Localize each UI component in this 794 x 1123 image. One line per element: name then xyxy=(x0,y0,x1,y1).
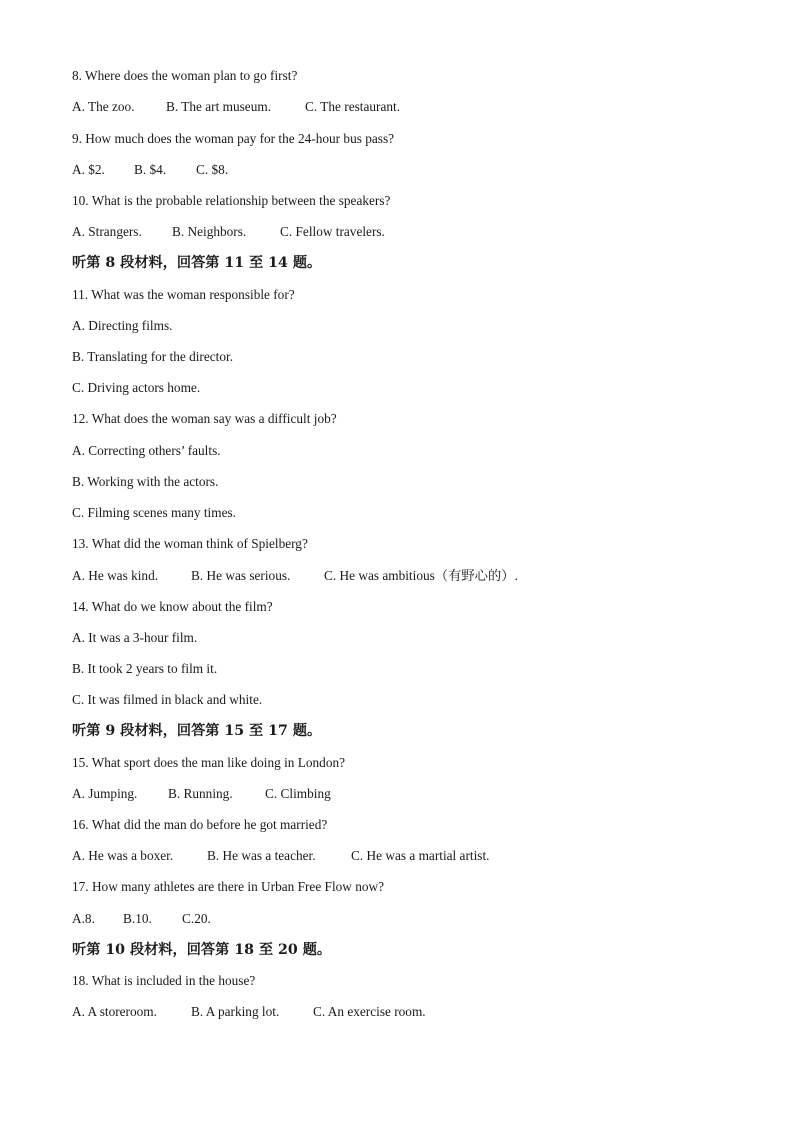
option-a: A. The zoo. xyxy=(72,99,135,114)
question-10: 10. What is the probable relationship between the speakers? xyxy=(72,193,391,208)
option-c: C. Filming scenes many times. xyxy=(72,505,236,520)
option-b: B. $4. xyxy=(134,162,167,177)
option-c: C. He was ambitious（有野心的）. xyxy=(324,568,518,583)
options-13 xyxy=(72,567,518,585)
section-heading-9: 听第 9 段材料，回答第 15 至 17 题。 xyxy=(72,723,322,739)
option-a: A. Correcting others’ faults. xyxy=(72,443,221,458)
question-18: 18. What is included in the house? xyxy=(72,973,256,988)
question-17: 17. How many athletes are there in Urban Free Flow now? xyxy=(72,879,385,894)
question-8: 8. Where does the woman plan to go first? xyxy=(72,68,298,83)
option-b: B. The art museum. xyxy=(166,99,272,114)
option-c: C. The restaurant. xyxy=(305,99,401,114)
option-a: A. He was kind. xyxy=(72,568,159,583)
option-a: A.8. xyxy=(72,911,95,926)
question-15: 15. What sport does the man like doing in London? xyxy=(72,755,346,770)
option-c: C. Driving actors home. xyxy=(72,380,201,395)
section-heading-8: 听第 8 段材料，回答第 11 至 14 题。 xyxy=(72,255,322,271)
option-b: B. Translating for the director. xyxy=(72,349,234,364)
options-17 xyxy=(72,910,211,928)
section-heading-10: 听第 10 段材料，回答第 18 至 20 题。 xyxy=(72,942,332,958)
option-a: A. It was a 3-hour film. xyxy=(72,630,198,645)
option-c: C. An exercise room. xyxy=(313,1004,426,1019)
option-b: B. Neighbors. xyxy=(172,224,247,239)
question-11: 11. What was the woman responsible for? xyxy=(72,287,295,302)
options-8 xyxy=(72,98,400,116)
option-b: B. Running. xyxy=(168,786,233,801)
option-c: C. Climbing xyxy=(265,786,331,801)
option-a: A. Strangers. xyxy=(72,224,142,239)
options-16 xyxy=(72,847,489,865)
question-12: 12. What does the woman say was a difficult job? xyxy=(72,411,337,426)
option-c: C.20. xyxy=(182,911,211,926)
option-c: C. He was a martial artist. xyxy=(351,848,490,863)
question-9: 9. How much does the woman pay for the 24-hour bus pass? xyxy=(72,131,395,146)
option-b: B. It took 2 years to film it. xyxy=(72,661,218,676)
options-9 xyxy=(72,161,228,179)
question-14: 14. What do we know about the film? xyxy=(72,599,273,614)
option-a: A. A storeroom. xyxy=(72,1004,157,1019)
option-b: B.10. xyxy=(123,911,152,926)
option-c: C. Fellow travelers. xyxy=(280,224,385,239)
question-13: 13. What did the woman think of Spielberg? xyxy=(72,536,308,551)
options-18 xyxy=(72,1003,426,1021)
option-c: C. $8. xyxy=(196,162,229,177)
options-10 xyxy=(72,223,385,241)
option-b: B. He was serious. xyxy=(191,568,291,583)
option-a: A. $2. xyxy=(72,162,105,177)
option-c: C. It was filmed in black and white. xyxy=(72,692,263,707)
option-a: A. Directing films. xyxy=(72,318,173,333)
options-15 xyxy=(72,785,331,803)
option-b: B. A parking lot. xyxy=(191,1004,280,1019)
question-16: 16. What did the man do before he got married? xyxy=(72,817,328,832)
option-a: A. Jumping. xyxy=(72,786,138,801)
option-b: B. Working with the actors. xyxy=(72,474,219,489)
option-b: B. He was a teacher. xyxy=(207,848,316,863)
option-a: A. He was a boxer. xyxy=(72,848,174,863)
